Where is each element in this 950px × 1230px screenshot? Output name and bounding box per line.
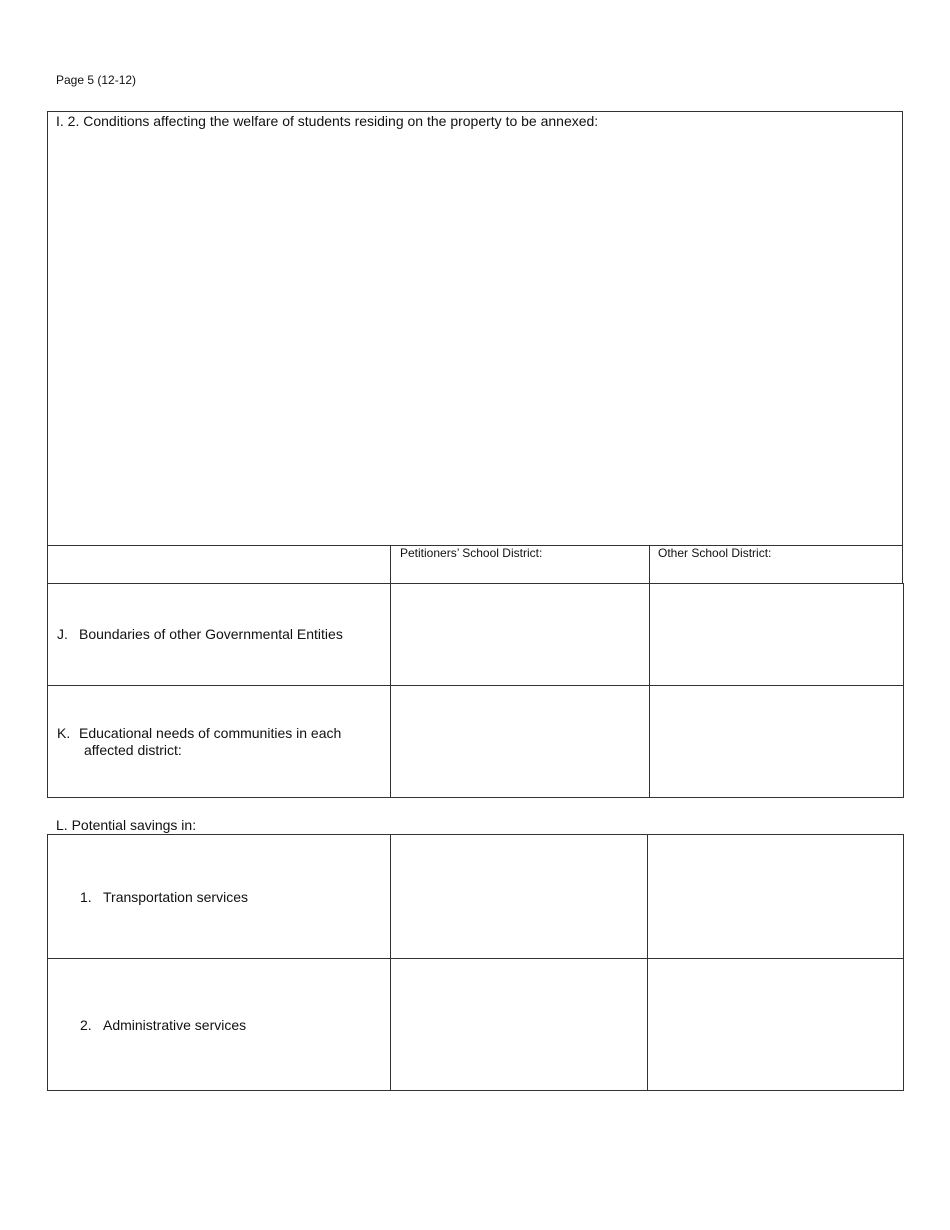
jk-table: [47, 583, 904, 798]
item-prefix: 2.: [80, 1016, 92, 1033]
row-j-other-field[interactable]: [650, 584, 904, 686]
item-label: Transportation services: [103, 888, 248, 905]
row-j-petitioners-field[interactable]: [391, 584, 650, 686]
administrative-other-field[interactable]: [648, 959, 904, 1091]
savings-item-label-cell: [48, 959, 391, 1091]
row-prefix: J.: [57, 626, 68, 642]
savings-item-label-cell: [48, 835, 391, 959]
row-k-petitioners-field[interactable]: [391, 686, 650, 798]
table-row: [48, 584, 904, 686]
other-district-header: Other School District:: [658, 546, 772, 560]
row-prefix: K.: [57, 724, 71, 741]
petitioners-district-header: Petitioners’ School District:: [400, 546, 543, 560]
row-label-continuation: affected district:: [84, 741, 182, 758]
row-k-other-field[interactable]: [650, 686, 904, 798]
savings-table: [47, 834, 904, 1091]
page-number: Page 5 (12-12): [56, 73, 137, 87]
table-row: [48, 959, 904, 1091]
row-label: Educational needs of communities in each: [79, 724, 342, 741]
column-divider: [390, 545, 391, 583]
administrative-petitioners-field[interactable]: [391, 959, 648, 1091]
transportation-petitioners-field[interactable]: [391, 835, 648, 959]
section-i-box[interactable]: [47, 111, 903, 546]
table-row: [48, 835, 904, 959]
row-k-label-cell: [48, 686, 391, 798]
column-divider: [649, 545, 650, 583]
section-i-label: I. 2. Conditions affecting the welfare of students residing on the property to be annexed:: [56, 113, 599, 129]
item-prefix: 1.: [80, 888, 92, 905]
transportation-other-field[interactable]: [648, 835, 904, 959]
district-column-headers: [47, 545, 903, 583]
item-label: Administrative services: [103, 1016, 247, 1033]
row-j-label-cell: [48, 584, 391, 686]
row-label: Boundaries of other Governmental Entities: [79, 626, 343, 642]
section-l-heading: L. Potential savings in:: [56, 817, 197, 833]
table-row: [48, 686, 904, 798]
